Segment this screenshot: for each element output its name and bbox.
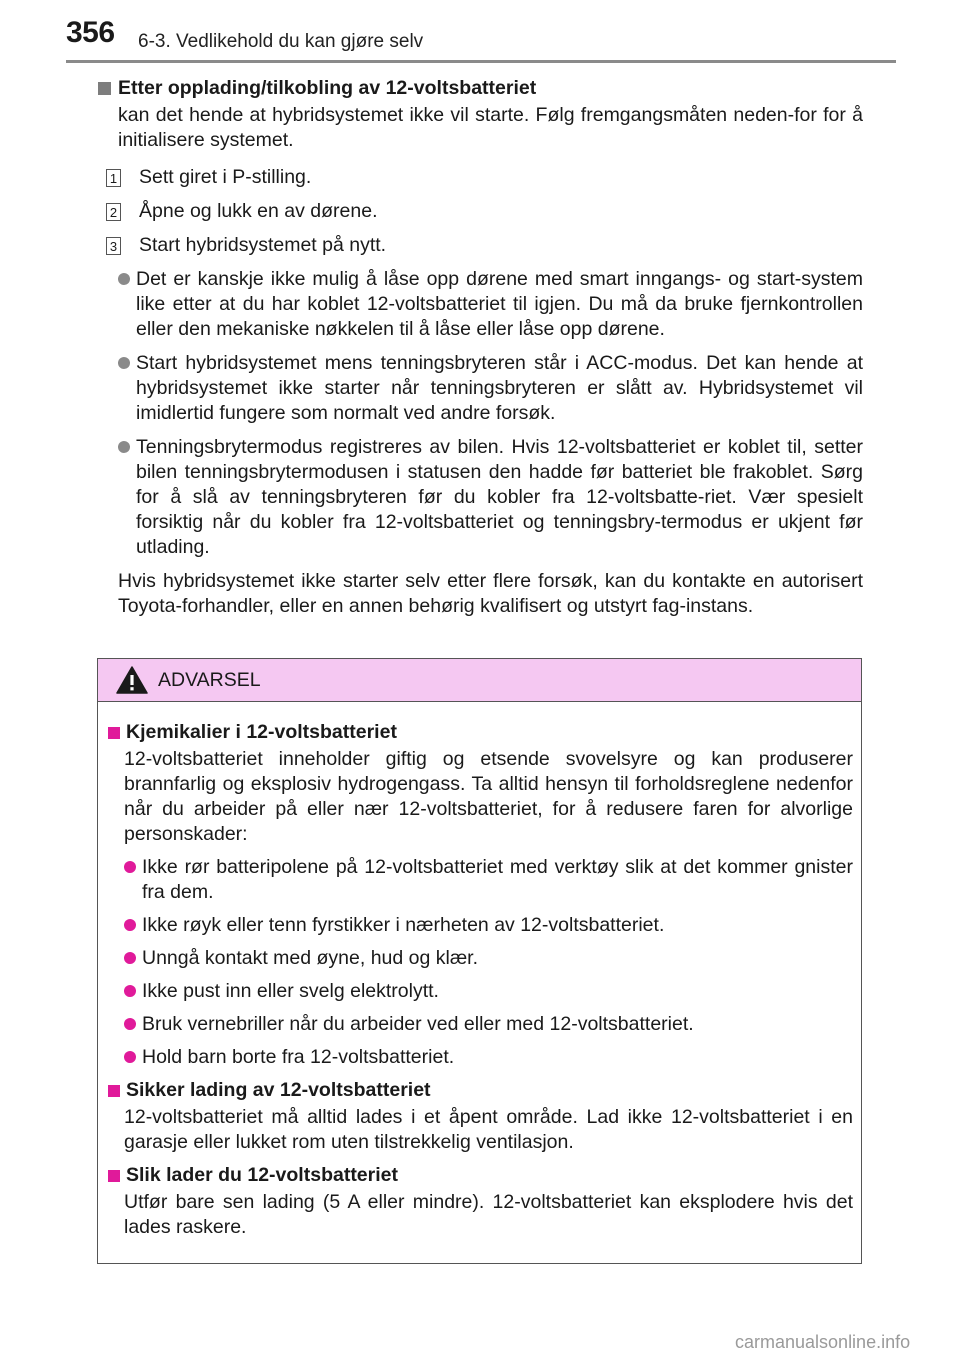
warning-section-title-text: Sikker lading av 12-voltsbatteriet [126, 1079, 431, 1101]
round-bullet-icon [118, 273, 130, 285]
warning-item-text: Bruk vernebriller når du arbeider ved eller med 12-voltsbatteriet. [142, 1013, 694, 1035]
section-title [98, 76, 863, 101]
warning-section-title-text: Slik lader du 12-voltsbatteriet [126, 1164, 399, 1186]
round-bullet-icon [124, 919, 136, 931]
warning-item-text: Hold barn borte fra 12-voltsbatteriet. [142, 1046, 455, 1068]
section-intro: kan det hende at hybridsystemet ikke vil starte. Følg fremgangsmåten neden-for for å initialisere systemet. [118, 104, 863, 151]
warning-item [124, 1045, 853, 1070]
step-list [106, 165, 863, 258]
site-watermark: carmanualsonline.info [735, 1332, 911, 1352]
round-bullet-icon [118, 357, 130, 369]
step-item [106, 199, 863, 224]
step-text: Åpne og lukk en av dørene. [139, 200, 378, 222]
warning-item [124, 855, 853, 905]
note-text: Tenningsbrytermodus registreres av bilen. Hvis 12-voltsbatteriet er koblet til, setter bilen tenningsbrytermodusen i statusen den hadde før batteriet ble frakoblet. Sørg for å slå av tenningsbryteren før du kobler fra 12-voltsbatte-riet. Vær spesielt forsiktig når du kobler fra 12-voltsbatteriet og tenningsbry-termodus er ukjent før utlading. [136, 436, 863, 558]
step-text: Start hybridsystemet på nytt. [139, 234, 387, 256]
step-item [106, 233, 863, 258]
step-number-badge: 2 [106, 203, 121, 221]
warning-item-text: Ikke rør batteripolene på 12-voltsbatteriet med verktøy slik at det kommer gnister fra dem. [142, 856, 853, 903]
step-number-badge: 1 [106, 169, 121, 187]
square-bullet-icon [98, 82, 111, 95]
closing-paragraph: Hvis hybridsystemet ikke starter selv etter flere forsøk, kan du kontakte en autorisert Toyota-forhandler, eller en annen behørig kvalifisert og utstyrt fag-instans. [118, 570, 863, 617]
round-bullet-icon [124, 1051, 136, 1063]
warning-triangle-icon [116, 666, 148, 694]
warning-section-title [108, 720, 853, 745]
warning-section-text: 12-voltsbatteriet inneholder giftig og etsende svovelsyre og kan produserer brannfarlig og eksplosiv hydrogengass. Ta alltid hensyn til forholdsreglene nedenfor når du arbeider på eller nær 12-voltsbatteriet, for å redusere faren for alvorlige personskader: [124, 748, 853, 845]
warning-section-title-text: Kjemikalier i 12-voltsbatteriet [126, 721, 397, 743]
warning-box [97, 658, 862, 1264]
note-text: Start hybridsystemet mens tenningsbryteren står i ACC-modus. Det kan hende at hybridsystemet ikke starter når tenningsbryteren er slått av. Hybridsystemet vil imidlertid fungere som normalt ved andre forsøk. [136, 352, 863, 424]
round-bullet-icon [124, 861, 136, 873]
warning-body [98, 702, 861, 1240]
note-item [118, 267, 863, 342]
round-bullet-icon [124, 952, 136, 964]
warning-item [124, 913, 853, 938]
warning-section-title [108, 1163, 853, 1188]
round-bullet-icon [124, 1018, 136, 1030]
note-item [118, 351, 863, 426]
warning-item [124, 1012, 853, 1037]
page-header [0, 0, 960, 60]
step-item [106, 165, 863, 190]
warning-item-text: Ikke pust inn eller svelg elektrolytt. [142, 980, 439, 1002]
note-item [118, 435, 863, 560]
header-divider [66, 60, 896, 63]
chapter-title: 6-3. Vedlikehold du kan gjøre selv [138, 31, 424, 52]
warning-item-text: Unngå kontakt med øyne, hud og klær. [142, 947, 479, 969]
warning-item [124, 946, 853, 971]
round-bullet-icon [118, 441, 130, 453]
warning-header [98, 659, 861, 702]
page-number: 356 [66, 16, 115, 49]
warning-section-text: 12-voltsbatteriet må alltid lades i et åpent område. Lad ikke 12-voltsbatteriet i en garasje eller lukket rom uten tilstrekkelig ventilasjon. [124, 1106, 853, 1153]
square-bullet-icon [108, 1170, 120, 1182]
square-bullet-icon [108, 727, 120, 739]
warning-item-text: Ikke røyk eller tenn fyrstikker i nærheten av 12-voltsbatteriet. [142, 914, 665, 936]
warning-section-title [108, 1078, 853, 1103]
square-bullet-icon [108, 1085, 120, 1097]
warning-label: ADVARSEL [158, 668, 261, 691]
round-bullet-icon [124, 985, 136, 997]
section-title-text: Etter opplading/tilkobling av 12-voltsbatteriet [118, 77, 537, 99]
main-content [98, 76, 863, 619]
note-list [98, 267, 863, 560]
step-text: Sett giret i P-stilling. [139, 166, 312, 188]
warning-item [124, 979, 853, 1004]
step-number-badge: 3 [106, 237, 121, 255]
note-text: Det er kanskje ikke mulig å låse opp dørene med smart inngangs- og start-system like etter at du har koblet 12-voltsbatteriet til igjen. Du må da bruke fjernkontrollen eller den mekaniske nøkkelen til å låse eller låse opp dørene. [136, 268, 863, 340]
warning-section-text: Utfør bare sen lading (5 A eller mindre). 12-voltsbatteriet kan eksplodere hvis det lades raskere. [124, 1191, 853, 1238]
